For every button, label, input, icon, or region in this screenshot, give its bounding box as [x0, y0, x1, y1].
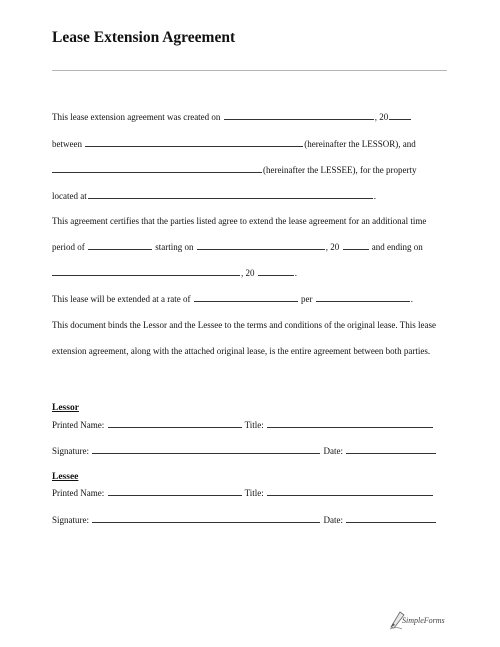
text-end-year-prefix: , 20: [241, 268, 255, 278]
lessee-name-row: [52, 487, 434, 499]
text-period-2: .: [294, 268, 297, 278]
lessee-title-field[interactable]: [267, 487, 433, 496]
lessor-name-blank: [85, 138, 303, 147]
lessee-heading: Lessee: [52, 472, 79, 482]
text-per: per: [300, 294, 313, 304]
created-date-blank: [224, 111, 374, 120]
text-period-of: period of: [52, 242, 85, 252]
lessee-title-label: Title:: [244, 488, 264, 498]
body-line-8: [52, 293, 413, 305]
lessor-date-field[interactable]: [346, 445, 436, 454]
end-date-blank: [52, 267, 240, 276]
logo-text: SimpleForms: [402, 616, 445, 625]
text-rate-of: This lease will be extended at a rate of: [52, 294, 191, 304]
text-hereinafter-lessor: (hereinafter the LESSOR), and: [304, 139, 416, 149]
lessor-signature-label: Signature:: [52, 446, 89, 456]
title-divider: [52, 70, 447, 71]
text-starting-on: starting on: [155, 242, 194, 252]
text-start-year-prefix: , 20: [325, 242, 340, 252]
text-ending-on: and ending on: [371, 242, 423, 252]
lessor-signature-row: [52, 445, 437, 457]
body-line-3: [52, 164, 416, 176]
body-line-1: [52, 111, 412, 123]
lessee-signature-field[interactable]: [92, 514, 320, 523]
text-hereinafter-lessee: (hereinafter the LESSEE), for the property: [263, 165, 417, 175]
lessor-heading: Lessor: [52, 403, 79, 413]
lessor-name-row: [52, 419, 434, 431]
start-year-blank: [343, 241, 369, 250]
lessor-signature-field[interactable]: [92, 445, 320, 454]
property-address-blank: [88, 190, 373, 199]
body-line-9: [52, 319, 436, 331]
body-line-10: [52, 345, 430, 357]
lessor-title-field[interactable]: [267, 419, 433, 428]
lessee-signature-row: [52, 514, 437, 526]
lessor-printed-name-label: Printed Name:: [52, 420, 105, 430]
text-created-on: This lease extension agreement was created on: [52, 112, 221, 122]
period-length-blank: [88, 241, 152, 250]
text-between: between: [52, 139, 82, 149]
lessor-printed-name-field[interactable]: [108, 419, 242, 428]
created-year-blank: [389, 111, 411, 120]
lessee-date-field[interactable]: [346, 514, 436, 523]
lessor-title-label: Title:: [244, 420, 264, 430]
start-date-blank: [197, 241, 325, 250]
text-located-at: located at: [52, 191, 87, 201]
body-line-4: [52, 190, 376, 202]
rate-period-blank: [316, 293, 410, 302]
lessee-printed-name-label: Printed Name:: [52, 488, 105, 498]
lessor-date-label: Date:: [323, 446, 343, 456]
body-line-2: [52, 138, 416, 150]
lessee-signature-label: Signature:: [52, 515, 89, 525]
text-period-3: .: [410, 294, 413, 304]
text-year-prefix: , 20: [374, 112, 389, 122]
end-year-blank: [258, 267, 294, 276]
text-period-1: .: [373, 191, 376, 201]
lessee-date-label: Date:: [323, 515, 343, 525]
body-line-5: [52, 215, 426, 227]
lessee-printed-name-field[interactable]: [108, 487, 242, 496]
text-entire-agreement: extension agreement, along with the attached original lease, is the entire agreement between both parties.: [52, 346, 431, 356]
text-binds-parties: This document binds the Lessor and the Lessee to the terms and conditions of the original lease. This lease: [52, 320, 436, 330]
text-agreement-certifies: This agreement certifies that the parties listed agree to extend the lease agreement for an additional time: [52, 216, 427, 226]
page-title: Lease Extension Agreement: [52, 29, 236, 46]
rate-amount-blank: [194, 293, 298, 302]
body-line-7: [52, 267, 297, 279]
body-line-6: [52, 241, 423, 253]
simpleforms-logo: [388, 608, 463, 630]
lessee-name-blank: [52, 164, 262, 173]
